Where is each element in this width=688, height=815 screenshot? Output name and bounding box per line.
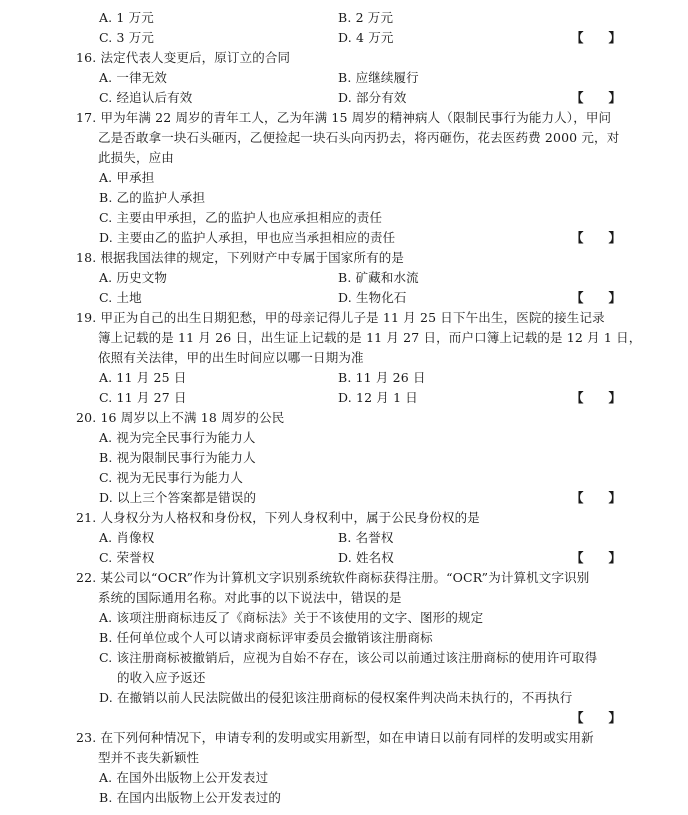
answer-bracket: 【 】 [571, 550, 622, 565]
option-b: B. 矿藏和水流 [338, 270, 419, 285]
option-a: A. 1 万元 [99, 10, 154, 25]
option-c: C. 经追认后有效 [99, 90, 193, 105]
question-17-stem-cont: 此损失，应由 [98, 150, 174, 165]
option-b: B. 在国内出版物上公开发表过的 [99, 790, 282, 805]
option-a: A. 在国外出版物上公开发表过 [99, 770, 269, 785]
question-16-stem: 16. 法定代表人变更后，原订立的合同 [76, 50, 291, 65]
option-b: B. 11 月 26 日 [338, 370, 426, 385]
option-c: C. 荣誉权 [99, 550, 155, 565]
option-a: A. 该项注册商标违反了《商标法》关于不该使用的文字、图形的规定 [99, 610, 484, 625]
option-a: A. 一律无效 [99, 70, 168, 85]
question-21-stem: 21. 人身权分为人格权和身份权，下列人身权利中，属于公民身份权的是 [76, 510, 480, 525]
option-c: C. 视为无民事行为能力人 [99, 470, 244, 485]
option-c: C. 主要由甲承担，乙的监护人也应承担相应的责任 [99, 210, 383, 225]
option-b: B. 2 万元 [338, 10, 394, 25]
option-c: C. 11 月 27 日 [99, 390, 187, 405]
question-17-stem: 17. 甲为年满 22 周岁的青年工人，乙为年满 15 周岁的精神病人（限制民事行为能力人），甲问 [76, 110, 612, 125]
option-d: D. 4 万元 [338, 30, 394, 45]
option-a: A. 11 月 25 日 [99, 370, 187, 385]
question-23-stem-cont: 型并不丧失新颖性 [98, 750, 200, 765]
option-a: A. 肖像权 [99, 530, 155, 545]
option-a: A. 视为完全民事行为能力人 [99, 430, 256, 445]
option-b: B. 视为限制民事行为能力人 [99, 450, 256, 465]
question-20-stem: 20. 16 周岁以上不满 18 周岁的公民 [76, 410, 285, 425]
option-b: B. 名誉权 [338, 530, 394, 545]
option-c: C. 3 万元 [99, 30, 155, 45]
question-23-stem: 23. 在下列何种情况下，申请专利的发明或实用新型，如在申请日以前有同样的发明或实用新 [76, 730, 594, 745]
option-a: A. 甲承担 [99, 170, 155, 185]
question-19-stem-cont: 依照有关法律，甲的出生时间应以哪一日期为准 [98, 350, 364, 365]
option-d: D. 姓名权 [338, 550, 394, 565]
option-d: D. 主要由乙的监护人承担，甲也应当承担相应的责任 [99, 230, 396, 245]
option-d: D. 部分有效 [338, 90, 407, 105]
question-22-stem-cont: 系统的国际通用名称。对此事的以下说法中，错误的是 [98, 590, 402, 605]
answer-bracket: 【 】 [571, 90, 622, 105]
question-19-stem: 19. 甲正为自己的出生日期犯愁，甲的母亲记得儿子是 11 月 25 日下午出生，医院的接生记录 [76, 310, 605, 325]
answer-bracket: 【 】 [571, 230, 622, 245]
option-d: D. 在撤销以前人民法院做出的侵犯该注册商标的侵权案件判决尚未执行的，不再执行 [99, 690, 573, 705]
option-d: D. 12 月 1 日 [338, 390, 418, 405]
option-b: B. 应继续履行 [338, 70, 419, 85]
question-17-stem-cont: 乙是否敢拿一块石头砸丙，乙便捡起一块石头向丙扔去，将丙砸伤，花去医药费 2000 元，对 [98, 130, 620, 145]
question-18-stem: 18. 根据我国法律的规定，下列财产中专属于国家所有的是 [76, 250, 405, 265]
option-b: B. 任何单位或个人可以请求商标评审委员会撤销该注册商标 [99, 630, 433, 645]
answer-bracket: 【 】 [571, 710, 622, 725]
option-c: C. 该注册商标被撤销后，应视为自始不存在，该公司以前通过该注册商标的使用许可取得 [99, 650, 598, 665]
option-c-cont: 的收入应予返还 [117, 670, 206, 685]
answer-bracket: 【 】 [571, 490, 622, 505]
option-d: D. 以上三个答案都是错误的 [99, 490, 257, 505]
option-b: B. 乙的监护人承担 [99, 190, 206, 205]
option-a: A. 历史文物 [99, 270, 168, 285]
question-19-stem-cont: 簿上记载的是 11 月 26 日，出生证上记载的是 11 月 27 日，而户口簿上记载的是 12 月 1 日， [98, 330, 642, 345]
answer-bracket: 【 】 [571, 30, 622, 45]
answer-bracket: 【 】 [571, 290, 622, 305]
option-c: C. 土地 [99, 290, 142, 305]
answer-bracket: 【 】 [571, 390, 622, 405]
option-d: D. 生物化石 [338, 290, 407, 305]
question-22-stem: 22. 某公司以“OCR”作为计算机文字识别系统软件商标获得注册。“OCR”为计算机文字识别 [76, 570, 590, 585]
